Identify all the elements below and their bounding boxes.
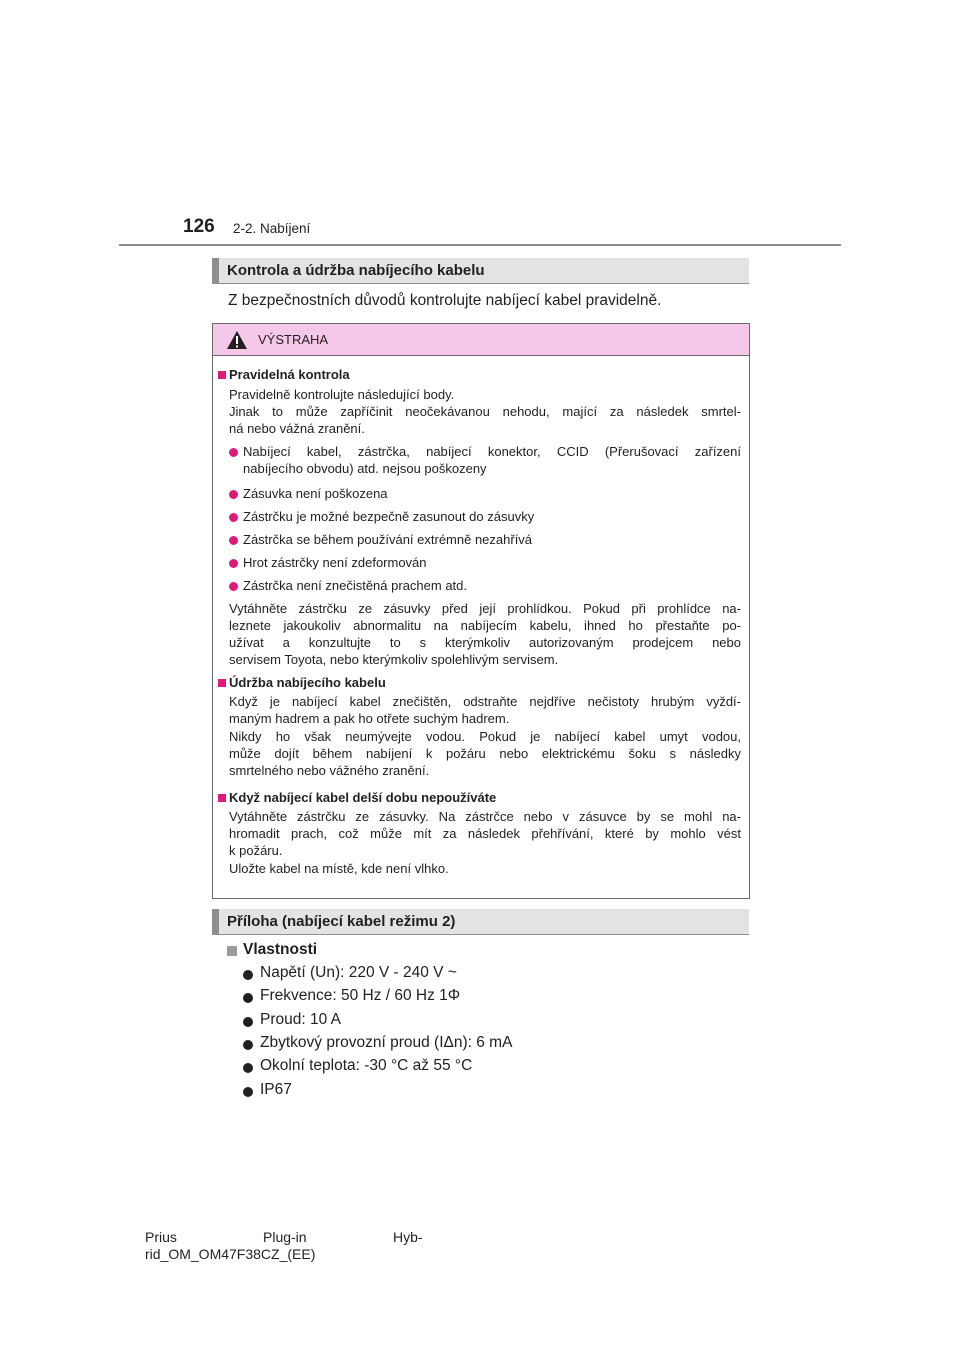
footer-model-a: Prius — [145, 1229, 177, 1245]
warning-text-line: užívat a konzultujte to s kterýmkoliv autorizovaným prodejcem nebo — [229, 635, 741, 650]
bullet-dot-icon — [229, 448, 238, 457]
feature-item: Proud: 10 A — [260, 1011, 342, 1028]
bullet-dot-icon — [243, 1087, 253, 1097]
section-heading-appendix — [212, 909, 749, 935]
feature-item: Okolní teplota: -30 °C až 55 °C — [260, 1057, 473, 1074]
bullet-dot-icon — [229, 513, 238, 522]
check-item: Zástrčka není znečistěná prachem atd. — [243, 578, 468, 593]
warning-text-line: smrtelného nebo vážného zranění. — [229, 763, 430, 778]
section-heading-maintenance — [212, 258, 749, 284]
bullet-dot-icon — [229, 536, 238, 545]
bullet-dot-icon — [229, 559, 238, 568]
check-item: Zástrčka se během používání extrémně nezahřívá — [243, 532, 533, 547]
bullet-dot-icon — [229, 490, 238, 499]
warning-text-line: může dojít během nabíjení k požáru nebo elektrickému šoku s následky — [229, 746, 741, 761]
warning-text-line: hromadit prach, což může mít za následek přehřívání, které by mohlo vést — [229, 826, 741, 841]
footer-document-code: rid_OM_OM47F38CZ_(EE) — [145, 1246, 316, 1262]
footer-model-c: Hyb- — [393, 1229, 423, 1245]
intro-paragraph: Z bezpečnostních důvodů kontrolujte nabíjecí kabel pravidelně. — [228, 292, 662, 309]
warning-text-line: Pravidelně kontrolujte následující body. — [229, 387, 455, 402]
bullet-dot-icon — [243, 1063, 253, 1073]
check-item: Nabíjecí kabel, zástrčka, nabíjecí konektor, CCID (Přerušovací zařízení — [243, 444, 741, 459]
warning-text-line: k požáru. — [229, 843, 283, 858]
feature-item: Zbytkový provozní proud (IΔn): 6 mA — [260, 1034, 513, 1051]
page-number: 126 — [183, 216, 215, 237]
heading-tab — [212, 258, 219, 283]
section-label: 2-2. Nabíjení — [233, 221, 311, 236]
square-bullet-icon — [218, 794, 226, 802]
warning-text-line: maným hadrem a pak ho otřete suchým hadrem. — [229, 711, 510, 726]
check-item-cont: nabíjecího obvodu) atd. nejsou poškozeny — [243, 461, 487, 476]
bullet-dot-icon — [243, 970, 253, 980]
warning-box — [212, 323, 750, 899]
footer-model-b: Plug-in — [263, 1229, 307, 1245]
feature-item: Frekvence: 50 Hz / 60 Hz 1Φ — [260, 987, 461, 1004]
section-heading-text: Kontrola a údržba nabíjecího kabelu — [227, 262, 485, 279]
warning-text-line: Když je nabíjecí kabel znečištěn, odstraňte nejdříve nečistoty hrubým vyždí- — [229, 694, 741, 709]
square-bullet-icon — [218, 371, 226, 379]
warning-text-line: Vytáhněte zástrčku ze zásuvky před její prohlídkou. Pokud při prohlídce na- — [229, 601, 741, 616]
feature-item: Napětí (Un): 220 V - 240 V ~ — [260, 964, 457, 981]
warning-triangle-icon — [226, 330, 248, 350]
square-bullet-icon — [227, 946, 237, 956]
warning-item-heading: Pravidelná kontrola — [229, 367, 350, 382]
warning-text-line: Uložte kabel na místě, kde není vlhko. — [229, 861, 449, 876]
warning-title: VÝSTRAHA — [258, 332, 329, 347]
bullet-dot-icon — [243, 993, 253, 1003]
bullet-dot-icon — [243, 1040, 253, 1050]
section-heading-text: Příloha (nabíjecí kabel režimu 2) — [227, 913, 456, 930]
warning-text-line: Vytáhněte zástrčku ze zásuvky. Na zástrčce nebo v zásuvce by se mohl na- — [229, 809, 741, 824]
warning-header — [213, 324, 749, 356]
warning-text-line: ná nebo vážná zranění. — [229, 421, 365, 436]
warning-item-heading: Údržba nabíjecího kabelu — [229, 675, 386, 690]
feature-item: IP67 — [260, 1081, 292, 1098]
warning-text-line: leznete jakoukoliv abnormalitu na nabíjecím kabelu, ihned ho přestaňte po- — [229, 618, 741, 633]
bullet-dot-icon — [243, 1017, 253, 1027]
warning-item-heading: Když nabíjecí kabel delší dobu nepoužíváte — [229, 790, 497, 805]
warning-text-line: servisem Toyota, nebo kterýmkoliv spolehlivým servisem. — [229, 652, 559, 667]
features-heading: Vlastnosti — [243, 941, 318, 958]
bullet-dot-icon — [229, 582, 238, 591]
warning-text-line: Jinak to může zapříčinit neočekávanou nehodu, mající za následek smrtel- — [229, 404, 741, 419]
square-bullet-icon — [218, 679, 226, 687]
warning-text-line: Nikdy ho však neumývejte vodou. Pokud je nabíjecí kabel umyt vodou, — [229, 729, 741, 744]
check-item: Zástrčku je možné bezpečně zasunout do zásuvky — [243, 509, 535, 524]
check-item: Zásuvka není poškozena — [243, 486, 388, 501]
check-item: Hrot zástrčky není zdeformován — [243, 555, 427, 570]
heading-tab — [212, 909, 219, 934]
header-divider — [119, 244, 841, 246]
